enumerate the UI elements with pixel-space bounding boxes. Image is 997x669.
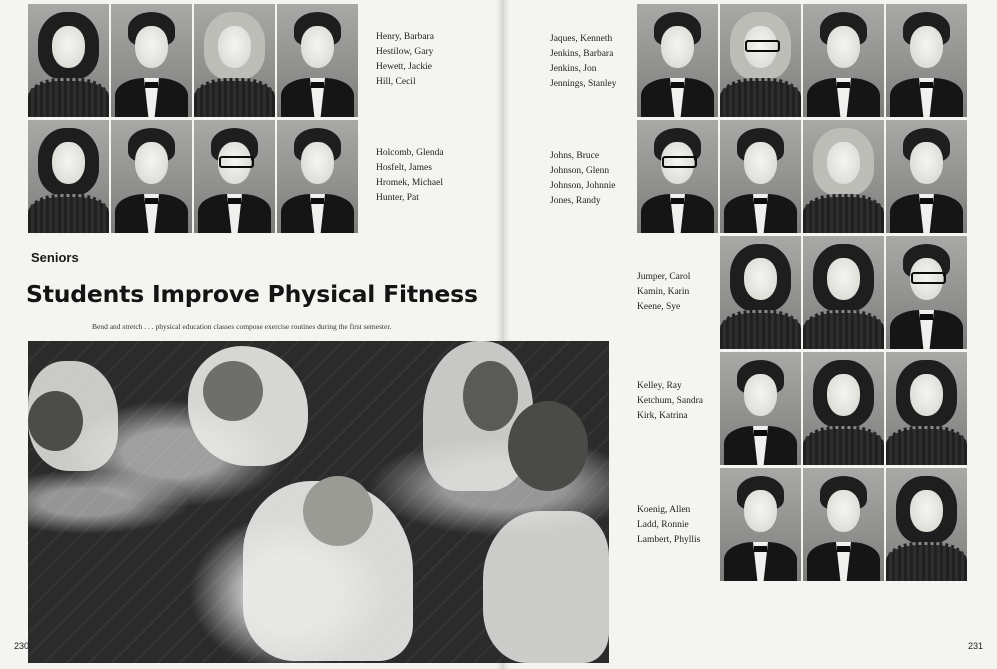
student-name: Hromek, Michael xyxy=(376,178,444,188)
name-list-right-1 xyxy=(550,32,617,92)
student-name: Koenig, Allen xyxy=(637,505,691,515)
student-name: Hunter, Pat xyxy=(376,193,419,203)
portrait-koenig-allen xyxy=(720,468,801,581)
name-list-left-2 xyxy=(376,146,444,206)
exercise-class-photo xyxy=(28,341,609,663)
student-name: Jones, Randy xyxy=(550,196,601,206)
section-label: Seniors xyxy=(31,250,79,265)
student-name: Jenkins, Jon xyxy=(550,64,597,74)
page-headline: Students Improve Physical Fitness xyxy=(26,280,478,308)
student-name: Holcomb, Glenda xyxy=(376,148,444,158)
student-name: Keene, Sye xyxy=(637,302,681,312)
page-number-left: 230 xyxy=(14,641,30,651)
portrait-ladd-ronnie xyxy=(803,468,884,581)
portrait-jennings-stanley xyxy=(886,4,967,117)
student-name: Hewett, Jackie xyxy=(376,62,432,72)
portrait-hill-cecil xyxy=(277,4,358,117)
portrait-jenkins-jon xyxy=(803,4,884,117)
name-list-right-3 xyxy=(637,270,690,315)
portrait-henry-barbara xyxy=(28,4,109,117)
student-name: Johns, Bruce xyxy=(550,151,600,161)
portrait-lambert-phyllis xyxy=(886,468,967,581)
student-name: Kelley, Ray xyxy=(637,381,682,391)
student-name: Jenkins, Barbara xyxy=(550,49,614,59)
portrait-hromek-michael xyxy=(194,120,275,233)
student-name: Ladd, Ronnie xyxy=(637,520,689,530)
student-name: Ketchum, Sandra xyxy=(637,396,703,406)
portrait-jones-randy xyxy=(886,120,967,233)
name-list-right-5 xyxy=(637,503,700,548)
student-name: Johnson, Glenn xyxy=(550,166,610,176)
portrait-hestilow-gary xyxy=(111,4,192,117)
portrait-johns-bruce xyxy=(637,120,718,233)
name-list-right-2 xyxy=(550,149,615,209)
portrait-jaques-kenneth xyxy=(637,4,718,117)
portrait-kamin-karin xyxy=(803,236,884,349)
page-number-right: 231 xyxy=(968,641,984,651)
portrait-jumper-carol xyxy=(720,236,801,349)
portrait-kelley-ray xyxy=(720,352,801,465)
portrait-hewett-jackie xyxy=(194,4,275,117)
portrait-johnson-johnnie xyxy=(803,120,884,233)
portrait-ketchum-sandra xyxy=(803,352,884,465)
portrait-holcomb-glenda xyxy=(28,120,109,233)
student-name: Hill, Cecil xyxy=(376,77,416,87)
student-name: Henry, Barbara xyxy=(376,32,434,42)
photo-caption: Bend and stretch . . . physical education classes compose exercise routines during the first semester. xyxy=(92,322,392,331)
student-name: Hosfelt, James xyxy=(376,163,432,173)
student-name: Jumper, Carol xyxy=(637,272,691,282)
portrait-hunter-pat xyxy=(277,120,358,233)
portrait-kirk-katrina xyxy=(886,352,967,465)
name-list-left-1 xyxy=(376,30,434,90)
student-name: Kirk, Katrina xyxy=(637,411,688,421)
student-name: Kamin, Karin xyxy=(637,287,690,297)
portrait-jenkins-barbara xyxy=(720,4,801,117)
name-list-right-4 xyxy=(637,379,703,424)
student-name: Jaques, Kenneth xyxy=(550,34,613,44)
portrait-hosfelt-james xyxy=(111,120,192,233)
student-name: Jennings, Stanley xyxy=(550,79,617,89)
student-name: Lambert, Phyllis xyxy=(637,535,701,545)
portrait-johnson-glenn xyxy=(720,120,801,233)
portrait-keene-sye xyxy=(886,236,967,349)
student-name: Johnson, Johnnie xyxy=(550,181,616,191)
student-name: Hestilow, Gary xyxy=(376,47,434,57)
